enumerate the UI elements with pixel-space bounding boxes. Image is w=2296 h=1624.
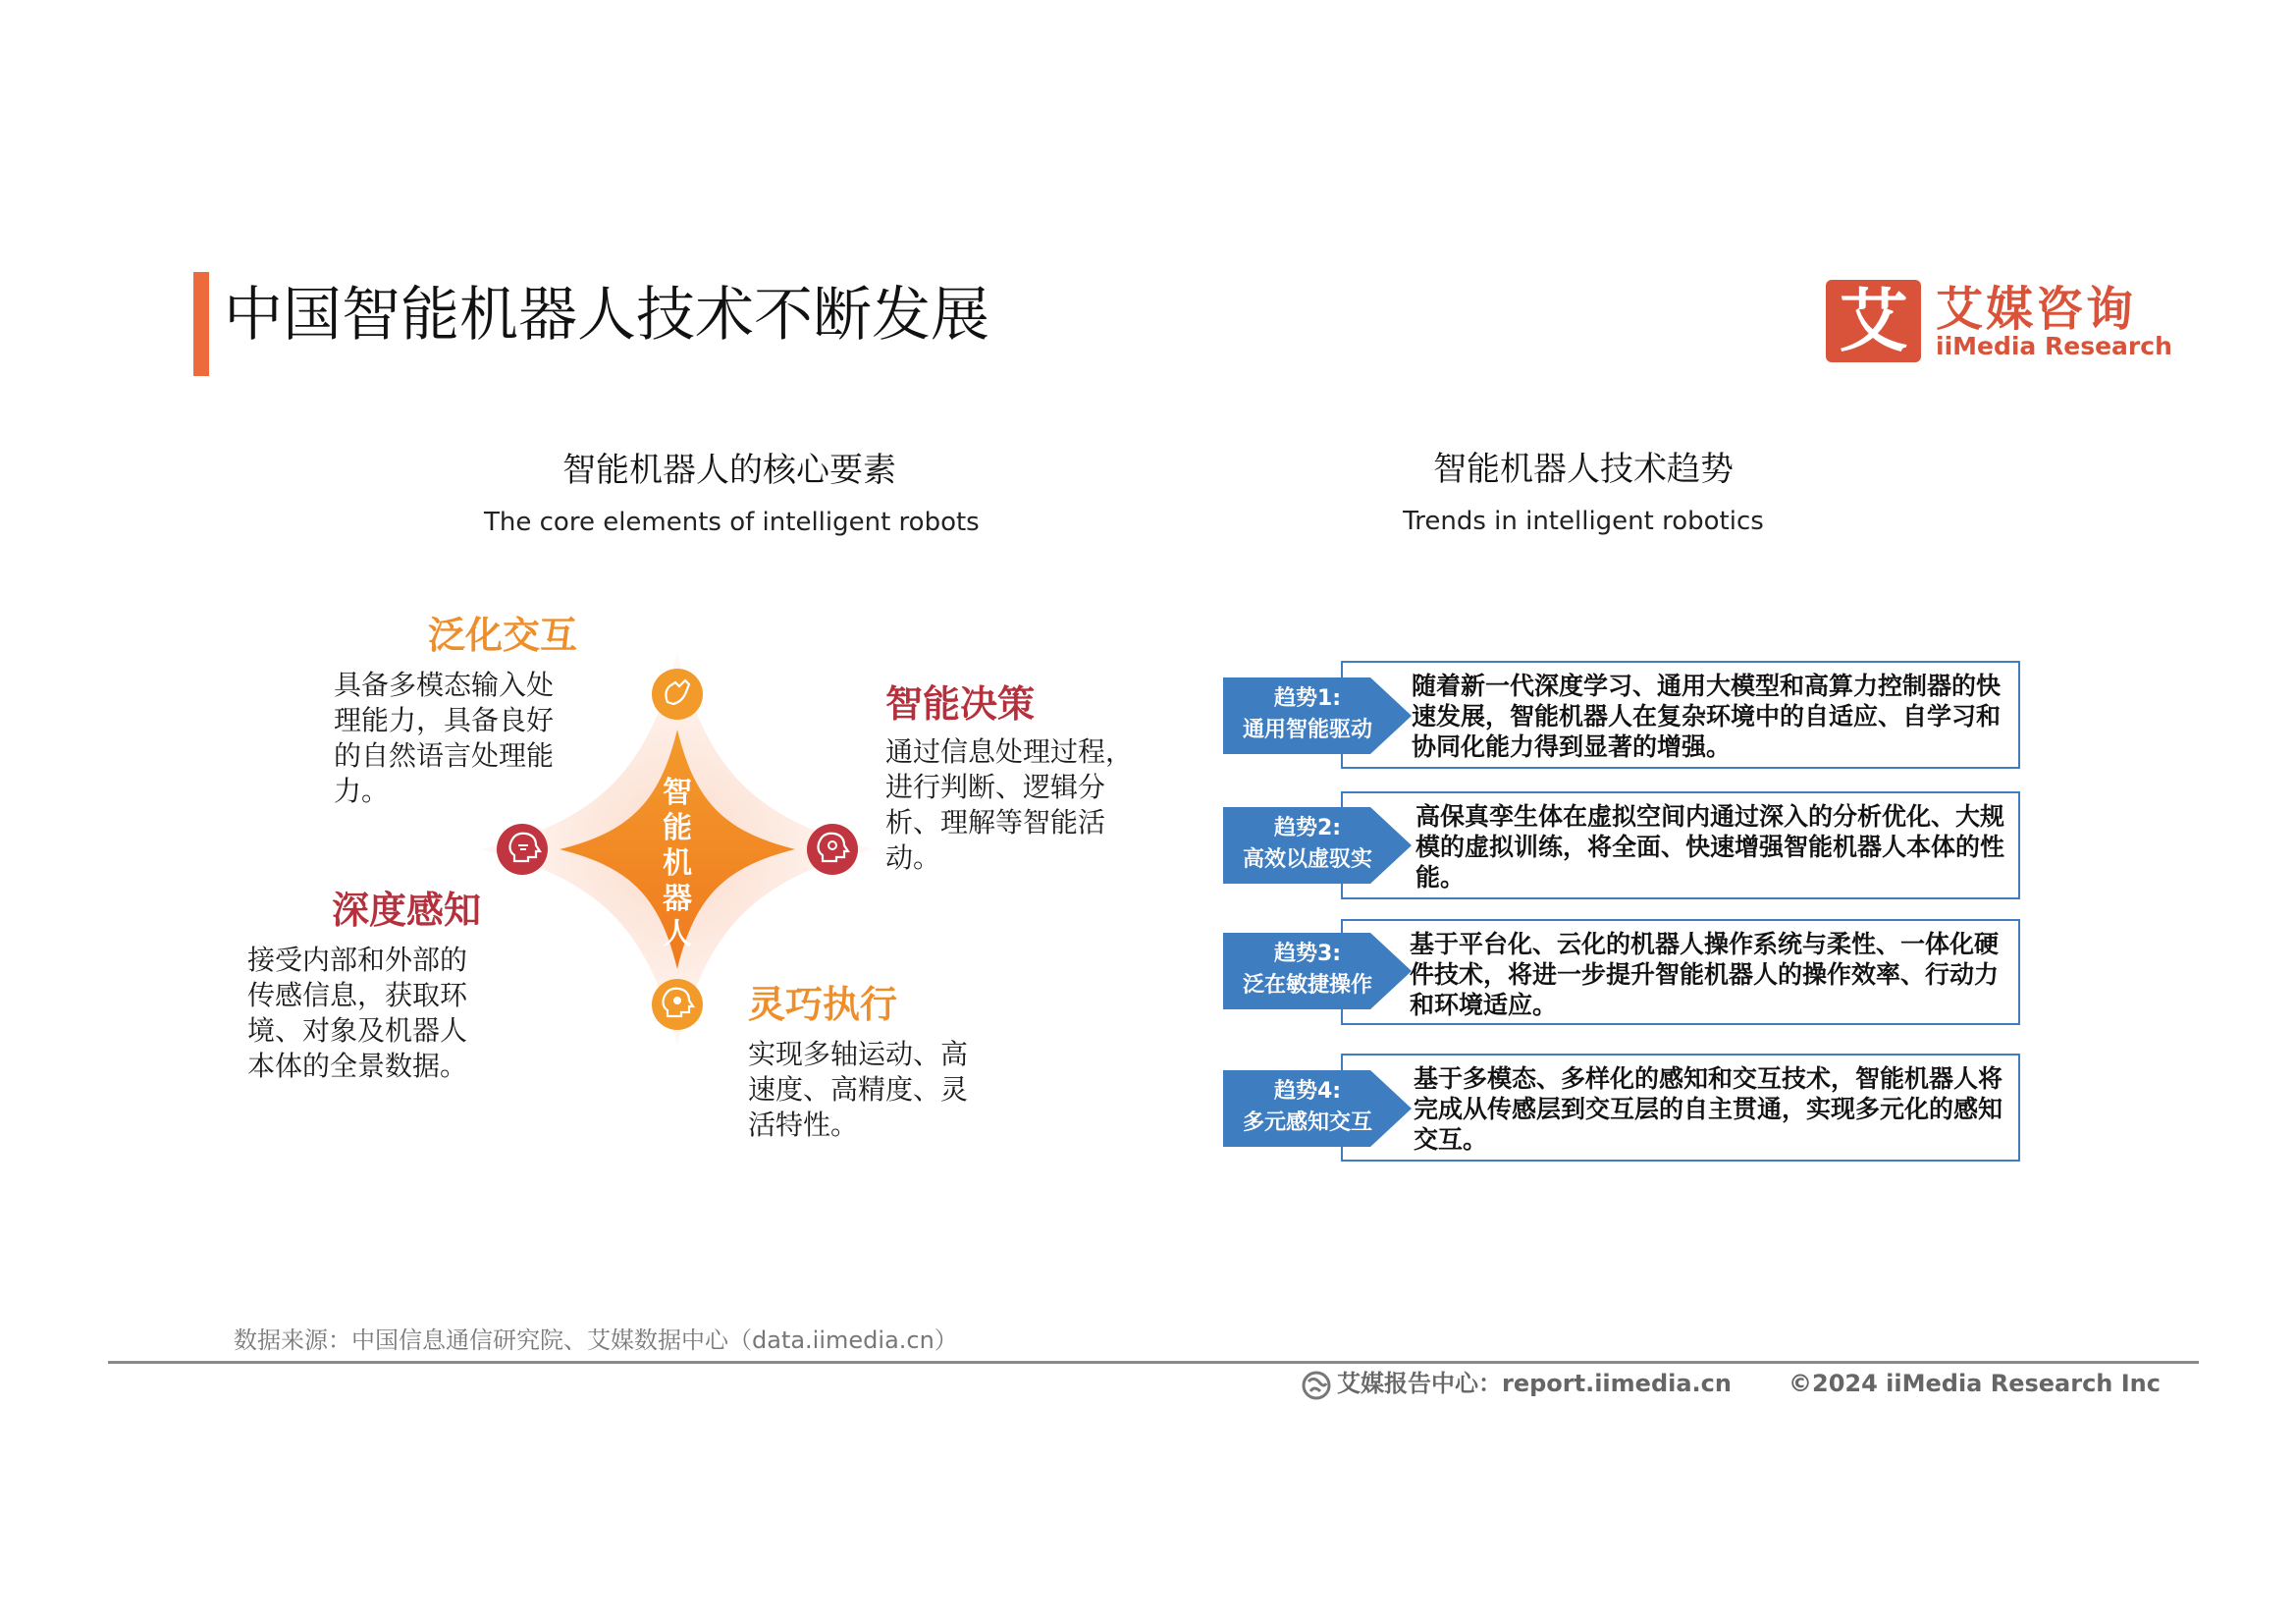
center-label-char: 机 xyxy=(663,846,692,881)
center-label-char: 能 xyxy=(663,811,692,845)
center-label-char: 人 xyxy=(663,917,692,951)
center-label-robot xyxy=(663,776,692,951)
center-label-char: 器 xyxy=(663,882,692,916)
trend-tag-4 xyxy=(1223,1070,1412,1147)
trend-text-2: 高保真孪生体在虚拟空间内通过深入的分析优化、大规模的虚拟训练，将全面、快速增强智能机器人本体的性能。 xyxy=(1415,802,2005,892)
trend-tag-4-label: 趋势4: 多元感知交互 xyxy=(1242,1079,1372,1135)
logo-english-name: iiMedia Research xyxy=(1936,332,2172,360)
trend-box-2 xyxy=(1341,791,2020,899)
trends-title: 智能机器人技术趋势 xyxy=(1433,450,1734,489)
report-center-link[interactable]: 艾媒报告中心：report.iimedia.cn xyxy=(1337,1370,1732,1397)
element-title-intelligent-decision: 智能决策 xyxy=(885,682,1036,726)
trend-text-4: 基于多模态、多样化的感知和交互技术，智能机器人将完成从传感层到交互层的自主贯通，实现多元化的感知交互。 xyxy=(1414,1064,2003,1154)
trend-box-1 xyxy=(1341,661,2020,769)
trend-text-3: 基于平台化、云化的机器人操作系统与柔性、一体化硬件技术，将进一步提升智能机器人的操作效率、行动力和环境适应。 xyxy=(1410,930,2000,1019)
trend-text-1: 随着新一代深度学习、通用大模型和高算力控制器的快速发展，智能机器人在复杂环境中的自适应、自学习和协同化能力得到显著的增强。 xyxy=(1412,672,2002,761)
element-desc-deep-perception: 接受内部和外部的 传感信息，获取环 境、对象及机器人 本体的全景数据。 xyxy=(247,944,468,1082)
trends-subtitle: Trends in intelligent robotics xyxy=(1403,507,1764,536)
trend-box-4 xyxy=(1341,1054,2020,1162)
core-elements-title: 智能机器人的核心要素 xyxy=(562,451,896,490)
hand-wave-icon xyxy=(652,669,703,720)
data-source-note: 数据来源：中国信息通信研究院、艾媒数据中心（data.iimedia.cn） xyxy=(234,1326,958,1354)
logo-chinese-name: 艾媒咨询 xyxy=(1936,282,2137,337)
head-gear-icon xyxy=(807,824,858,875)
trend-box-3 xyxy=(1341,919,2020,1025)
page-title: 中国智能机器人技术不断发展 xyxy=(224,281,989,350)
globe-icon xyxy=(1301,1370,1332,1401)
trend-tag-1 xyxy=(1223,677,1412,754)
trend-tag-2-label: 趋势2: 高效以虚驭实 xyxy=(1242,816,1372,872)
element-desc-dexterous-execution: 实现多轴运动、高 速度、高精度、灵 活特性。 xyxy=(748,1038,969,1141)
footer-divider xyxy=(108,1361,2199,1364)
element-desc-generalized-interaction: 具备多模态输入处 理能力，具备良好 的自然语言处理能 力。 xyxy=(334,669,555,807)
trend-tag-3-label: 趋势3: 泛在敏捷操作 xyxy=(1242,942,1372,998)
element-desc-intelligent-decision: 通过信息处理过程， 进行判断、逻辑分 析、理解等智能活 动。 xyxy=(885,735,1134,874)
head-profile-icon xyxy=(497,824,548,875)
element-title-dexterous-execution: 灵巧执行 xyxy=(748,983,898,1026)
element-title-generalized-interaction: 泛化交互 xyxy=(428,614,578,657)
copyright-notice: ©2024 iiMedia Research Inc xyxy=(1789,1370,2161,1397)
core-elements-subtitle: The core elements of intelligent robots xyxy=(484,508,980,537)
center-label-char: 智 xyxy=(663,776,692,810)
element-title-deep-perception: 深度感知 xyxy=(332,889,482,932)
trend-tag-1-label: 趋势1: 通用智能驱动 xyxy=(1242,686,1372,742)
trend-tag-3 xyxy=(1223,933,1412,1009)
title-accent-bar xyxy=(193,272,209,376)
trend-tag-2 xyxy=(1223,807,1412,884)
head-idea-icon xyxy=(652,979,703,1030)
logo-mark: 艾 xyxy=(1826,280,1921,362)
